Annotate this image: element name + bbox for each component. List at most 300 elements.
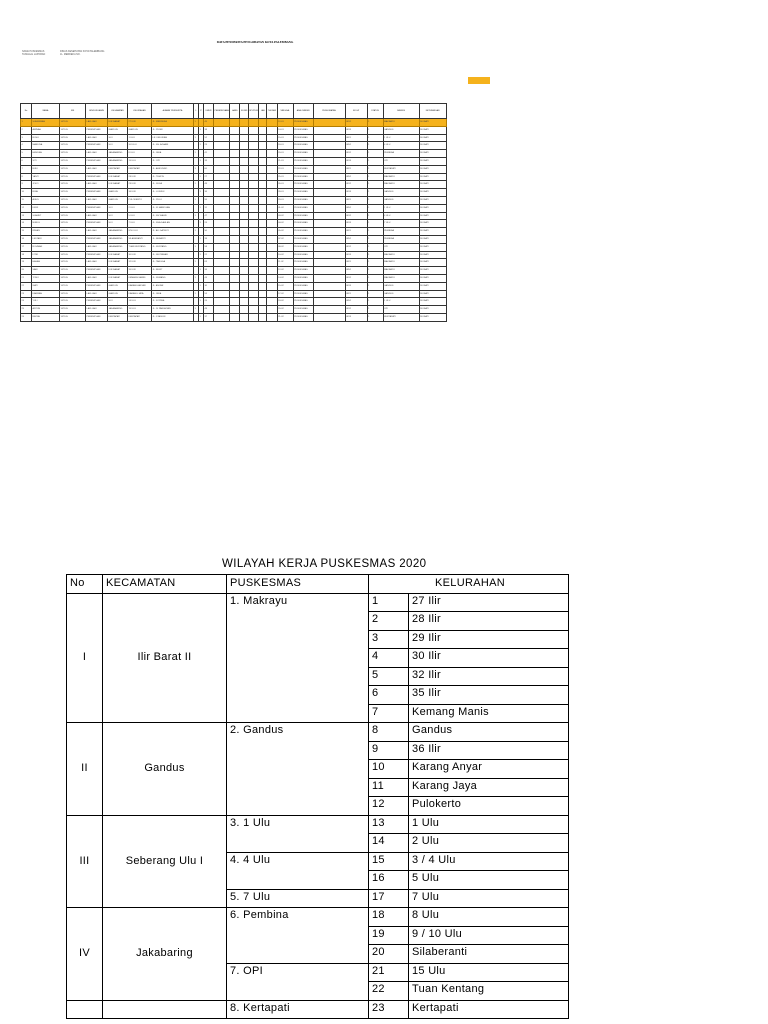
patient-cell	[230, 251, 240, 259]
patient-cell: 3	[21, 134, 32, 142]
patient-cell: 8 ULU	[128, 150, 152, 158]
patient-cell	[267, 189, 277, 197]
patient-cell	[230, 181, 240, 189]
patient-cell	[230, 196, 240, 204]
kelurahan-name: 1 Ulu	[409, 815, 569, 834]
patient-cell: 167105	[60, 126, 86, 134]
patient-cell	[230, 274, 240, 282]
patient-row[interactable]	[21, 212, 447, 220]
patient-cell: GANDUS	[108, 189, 128, 197]
patient-cell: LAKI-LAKI	[86, 212, 108, 220]
patient-cell: MARLINA	[32, 142, 60, 150]
patient-cell	[267, 196, 277, 204]
patient-cell: SU I	[108, 220, 128, 228]
patient-cell	[259, 119, 267, 127]
patient-cell	[240, 290, 248, 298]
patient-cell: RUSLI	[32, 134, 60, 142]
patient-cell	[214, 290, 230, 298]
patient-cell: 1	[194, 181, 199, 189]
patient-cell: 28 ILIR	[128, 173, 152, 181]
patient-cell	[248, 235, 258, 243]
patient-cell	[267, 298, 277, 306]
patient-cell: 1	[199, 267, 204, 275]
patient-row[interactable]	[21, 220, 447, 228]
patient-cell	[267, 173, 277, 181]
patient-cell: 1	[367, 290, 383, 298]
patient-cell: 7	[21, 165, 32, 173]
patient-cell: 167105	[60, 243, 86, 251]
patient-cell	[267, 228, 277, 236]
patient-cell: 1	[367, 142, 383, 150]
patient-cell	[259, 157, 267, 165]
patient-cell: 15-02	[277, 282, 293, 290]
patient-cell: 1	[367, 259, 383, 267]
patient-cell	[214, 142, 230, 150]
patient-cell	[230, 150, 240, 158]
patient-cell: 167105	[60, 181, 86, 189]
patient-cell: 0812	[345, 306, 367, 314]
meta-text: JL. MERDEKA NO.	[60, 53, 81, 56]
patient-cell	[230, 243, 240, 251]
patient-cell: GANDUS	[108, 126, 128, 134]
patient-cell	[240, 220, 248, 228]
patient-cell	[230, 212, 240, 220]
kelurahan-number: 18	[369, 908, 409, 927]
patient-cell: 26	[21, 313, 32, 321]
patient-row[interactable]	[21, 126, 447, 134]
patient-cell: 7 ULU	[128, 220, 152, 228]
patient-cell: JAKABARING	[108, 306, 128, 314]
patient-cell: ILIR BARAT	[108, 267, 128, 275]
patient-cell: 167105	[60, 313, 86, 321]
patient-cell	[230, 165, 240, 173]
patient-cell: YANTI	[32, 173, 60, 181]
patient-cell: 0812	[345, 181, 367, 189]
patient-table	[20, 103, 447, 322]
patient-cell	[248, 290, 258, 298]
kelurahan-number: 3	[369, 630, 409, 649]
patient-cell: KARANG JAYA	[128, 290, 152, 298]
group-number	[67, 1000, 103, 1019]
patient-cell: JL. BERANTI	[152, 235, 194, 243]
patient-cell: 1	[367, 228, 383, 236]
patient-cell	[248, 196, 258, 204]
patient-cell: ILIR BARAT	[108, 251, 128, 259]
patient-cell: 1	[199, 126, 204, 134]
patient-cell: 20	[21, 267, 32, 275]
patient-row[interactable]	[21, 298, 447, 306]
patient-cell: JL. ABIKUSNO	[152, 165, 194, 173]
patient-cell: PUSKESMAS	[293, 267, 313, 275]
patient-cell: 58	[204, 243, 214, 251]
patient-cell: 23	[21, 290, 32, 298]
patient-cell	[267, 274, 277, 282]
patient-row[interactable]	[21, 196, 447, 204]
patient-cell: LESTARI	[32, 235, 60, 243]
patient-cell: ILIR BARAT	[108, 274, 128, 282]
patient-cell	[214, 235, 230, 243]
patient-cell: 0813	[345, 157, 367, 165]
patient-cell	[313, 282, 345, 290]
patient-cell: JL. OPI	[152, 157, 194, 165]
patient-cell	[313, 306, 345, 314]
kelurahan-name: Kertapati	[409, 1000, 569, 1019]
patient-cell: 14-01	[277, 126, 293, 134]
patient-cell: 10-02	[277, 251, 293, 259]
patient-cell: PUSKESMAS	[293, 157, 313, 165]
patient-cell: 7 ULU	[383, 220, 419, 228]
patient-row[interactable]	[21, 274, 447, 282]
patient-cell	[313, 157, 345, 165]
patient-cell	[267, 134, 277, 142]
patient-cell: JL. BUKIT	[152, 267, 194, 275]
patient-cell: 01-02	[277, 204, 293, 212]
patient-cell: 167105	[60, 173, 86, 181]
patient-cell: JL. KEMANG	[152, 274, 194, 282]
patient-cell	[214, 267, 230, 275]
kelurahan-name: 29 Ilir	[409, 630, 569, 649]
patient-cell	[240, 181, 248, 189]
column-header: PENGOBATAN	[313, 104, 345, 119]
patient-cell: JL. PUSRI	[152, 126, 194, 134]
patient-row[interactable]	[21, 259, 447, 267]
patient-row[interactable]	[21, 290, 447, 298]
patient-row[interactable]	[21, 119, 447, 127]
patient-cell: 22-01	[277, 165, 293, 173]
patient-cell: 1	[367, 274, 383, 282]
patient-cell: PUSKESMAS	[293, 228, 313, 236]
patient-cell: ILIR BARAT	[108, 259, 128, 267]
patient-row[interactable]	[21, 173, 447, 181]
patient-cell: LAKI-LAKI	[86, 259, 108, 267]
patient-row[interactable]	[21, 157, 447, 165]
patient-cell: 0813	[345, 220, 367, 228]
patient-cell: PEREMPUAN	[86, 189, 108, 197]
column-header: ASAL PASIEN	[293, 104, 313, 119]
meta-text: DINAS KESEHATAN KOTA PALEMBANG	[60, 50, 105, 53]
patient-cell: JL. DI PANJAITAN	[152, 306, 194, 314]
patient-cell	[248, 243, 258, 251]
patient-cell	[240, 142, 248, 150]
patient-row[interactable]	[21, 282, 447, 290]
wilayah-table	[66, 574, 569, 1019]
patient-cell: PEREMPUAN	[86, 282, 108, 290]
patient-cell: JL. MERDEKA	[152, 119, 194, 127]
patient-cell	[267, 243, 277, 251]
kelurahan-number: 15	[369, 852, 409, 871]
patient-row[interactable]	[21, 251, 447, 259]
wilayah-row	[67, 908, 569, 927]
patient-cell	[313, 204, 345, 212]
kelurahan-number: 10	[369, 760, 409, 779]
patient-row[interactable]	[21, 165, 447, 173]
column-header: P	[199, 104, 204, 119]
patient-cell: 21-01	[277, 157, 293, 165]
patient-cell: GANDUS	[128, 126, 152, 134]
patient-cell: PUSKESMAS	[293, 259, 313, 267]
patient-cell: JAKABARING	[108, 235, 128, 243]
patient-cell	[230, 259, 240, 267]
patient-cell: 1	[194, 274, 199, 282]
patient-cell	[313, 126, 345, 134]
kelurahan-number: 20	[369, 945, 409, 964]
patient-cell: 1	[194, 165, 199, 173]
patient-cell: 1	[367, 313, 383, 321]
patient-cell: GANDUS	[383, 126, 419, 134]
kelurahan-name: 32 Ilir	[409, 667, 569, 686]
patient-row[interactable]	[21, 142, 447, 150]
patient-cell: PEREMPUAN	[86, 235, 108, 243]
patient-cell: 63	[204, 259, 214, 267]
patient-cell: DIOBATI	[419, 157, 446, 165]
patient-cell	[259, 204, 267, 212]
patient-cell: 1	[199, 298, 204, 306]
patient-row[interactable]	[21, 228, 447, 236]
patient-cell: 1 ULU	[383, 298, 419, 306]
patient-cell: JL. SUKA	[152, 181, 194, 189]
patient-cell: 2 ULU	[128, 204, 152, 212]
kelurahan-number: 9	[369, 741, 409, 760]
patient-cell: LAKI-LAKI	[86, 119, 108, 127]
patient-cell: DIOBATI	[419, 165, 446, 173]
patient-row[interactable]	[21, 235, 447, 243]
patient-cell: DIOBATI	[419, 313, 446, 321]
patient-cell: 16	[21, 235, 32, 243]
patient-row[interactable]	[21, 313, 447, 321]
kelurahan-number: 17	[369, 889, 409, 908]
patient-cell: 0852	[345, 267, 367, 275]
patient-cell: SU I	[108, 142, 128, 150]
patient-cell	[214, 196, 230, 204]
patient-cell: 1	[194, 243, 199, 251]
patient-cell	[313, 259, 345, 267]
patient-cell: PUSKESMAS	[293, 142, 313, 150]
patient-row[interactable]	[21, 134, 447, 142]
patient-row[interactable]	[21, 267, 447, 275]
patient-cell: DIOBATI	[419, 220, 446, 228]
patient-row[interactable]	[21, 189, 447, 197]
patient-cell: 0821	[345, 228, 367, 236]
patient-cell	[230, 204, 240, 212]
patient-cell	[313, 274, 345, 282]
patient-cell	[240, 134, 248, 142]
patient-cell: AGUS	[32, 196, 60, 204]
patient-row[interactable]	[21, 306, 447, 314]
patient-cell: PEREMPUAN	[86, 173, 108, 181]
column-header: KECAMATAN	[108, 104, 128, 119]
patient-cell: SLAMET	[32, 212, 60, 220]
kelurahan-name: 15 Ulu	[409, 963, 569, 982]
patient-cell: HENDRA	[32, 150, 60, 158]
patient-cell: DIOBATI	[419, 282, 446, 290]
kelurahan-number: 11	[369, 778, 409, 797]
patient-cell: GANDUS	[108, 290, 128, 298]
patient-cell: 1	[199, 173, 204, 181]
patient-cell: KEMANG MANIS	[128, 274, 152, 282]
patient-cell: PUSKESMAS	[293, 189, 313, 197]
patient-cell: PEMBINA	[383, 150, 419, 158]
patient-cell	[240, 196, 248, 204]
patient-cell: 0813	[345, 189, 367, 197]
patient-cell	[313, 119, 345, 127]
patient-cell	[259, 298, 267, 306]
patient-cell: 167105	[60, 220, 86, 228]
wilayah-header-row	[67, 575, 569, 594]
patient-cell	[259, 173, 267, 181]
patient-cell	[259, 306, 267, 314]
patient-cell: JL. KH WAHID	[152, 212, 194, 220]
meta-text: TANGGAL LAPORAN	[22, 53, 46, 56]
patient-cell	[240, 235, 248, 243]
patient-cell: LAKI-LAKI	[86, 228, 108, 236]
patient-cell: 15 ULU	[128, 157, 152, 165]
patient-cell: 167105	[60, 259, 86, 267]
patient-cell: 167105	[60, 267, 86, 275]
patient-cell: GANDUS	[108, 282, 128, 290]
patient-row[interactable]	[21, 150, 447, 158]
patient-cell	[267, 126, 277, 134]
wilayah-row	[67, 723, 569, 742]
kelurahan-number: 13	[369, 815, 409, 834]
patient-cell	[313, 243, 345, 251]
patient-cell	[259, 150, 267, 158]
patient-cell: 08-02	[277, 243, 293, 251]
column-header: LAB	[259, 104, 267, 119]
patient-cell	[313, 134, 345, 142]
patient-cell: 0852	[345, 298, 367, 306]
wilayah-row	[67, 593, 569, 612]
patient-cell: 41	[204, 150, 214, 158]
patient-cell: 20-02	[277, 306, 293, 314]
patient-cell	[240, 251, 248, 259]
patient-cell	[267, 259, 277, 267]
patient-cell: KERTAPATI	[128, 313, 152, 321]
patient-cell: TUAN KENTANG	[128, 243, 152, 251]
patient-cell: GANDUS	[383, 189, 419, 197]
patient-cell: 38	[204, 126, 214, 134]
patient-cell	[259, 196, 267, 204]
patient-cell: 1 ULU	[128, 134, 152, 142]
patient-cell: 1	[194, 290, 199, 298]
patient-cell: PUSKESMAS	[293, 251, 313, 259]
patient-cell: PUSKESMAS	[293, 220, 313, 228]
patient-cell: GANDUS	[383, 282, 419, 290]
patient-cell	[248, 259, 258, 267]
patient-cell	[267, 267, 277, 275]
patient-cell	[248, 212, 258, 220]
kecamatan-name: Seberang Ulu I	[103, 815, 227, 908]
patient-cell: 24	[21, 298, 32, 306]
patient-cell	[240, 267, 248, 275]
patient-cell	[259, 267, 267, 275]
kelurahan-name: Karang Anyar	[409, 760, 569, 779]
kelurahan-name: 7 Ulu	[409, 889, 569, 908]
patient-cell	[240, 212, 248, 220]
patient-row[interactable]	[21, 181, 447, 189]
patient-row[interactable]	[21, 243, 447, 251]
puskesmas-name: 2. Gandus	[227, 723, 369, 816]
column-header: THORAX	[267, 104, 277, 119]
patient-cell: JL. KENTANG	[152, 243, 194, 251]
patient-cell	[248, 126, 258, 134]
kelurahan-number: 19	[369, 926, 409, 945]
patient-cell: 5	[21, 150, 32, 158]
patient-cell: 1	[367, 126, 383, 134]
column-header: NAMA	[32, 104, 60, 119]
patient-cell	[248, 119, 258, 127]
patient-cell	[259, 181, 267, 189]
patient-cell: 03-02	[277, 212, 293, 220]
patient-cell	[259, 134, 267, 142]
kelurahan-number: 22	[369, 982, 409, 1001]
patient-cell: MAKRAYU	[383, 251, 419, 259]
patient-cell	[214, 126, 230, 134]
patient-cell: KERTAPATI	[383, 313, 419, 321]
patient-cell	[267, 150, 277, 158]
patient-cell	[267, 212, 277, 220]
patient-cell: BUDI	[32, 165, 60, 173]
patient-cell: 18	[21, 251, 32, 259]
patient-cell: 29 ILIR	[128, 181, 152, 189]
column-header: PEMERIKSAAN	[214, 104, 230, 119]
patient-cell: 0852	[345, 204, 367, 212]
patient-cell	[313, 142, 345, 150]
kelurahan-name: Silaberanti	[409, 945, 569, 964]
patient-cell: 0812	[345, 274, 367, 282]
patient-cell: PEMBINA	[383, 235, 419, 243]
patient-cell: OPI	[383, 243, 419, 251]
patient-cell	[230, 189, 240, 197]
column-header: TANGGAL	[277, 104, 293, 119]
patient-cell: 21	[21, 274, 32, 282]
puskesmas-name: 6. Pembina	[227, 908, 369, 964]
patient-row[interactable]	[21, 204, 447, 212]
patient-cell: 167105	[60, 157, 86, 165]
patient-cell: 1	[367, 134, 383, 142]
patient-cell: 0813	[345, 282, 367, 290]
patient-cell	[214, 134, 230, 142]
patient-cell: 1	[367, 220, 383, 228]
patient-cell: JAKABARING	[108, 150, 128, 158]
patient-cell: 5 ULU	[128, 212, 152, 220]
patient-cell: 1	[367, 157, 383, 165]
patient-cell	[259, 274, 267, 282]
patient-cell: PUSKESMAS	[293, 212, 313, 220]
patient-cell: KARANG ANYAR	[128, 282, 152, 290]
puskesmas-name: 3. 1 Ulu	[227, 815, 369, 852]
patient-cell: PUSKESMAS	[293, 119, 313, 127]
kelurahan-name: 3 / 4 Ulu	[409, 852, 569, 871]
patient-cell	[313, 181, 345, 189]
patient-cell: PEREMPUAN	[86, 126, 108, 134]
patient-cell: ILIR BARAT	[108, 119, 128, 127]
patient-cell	[214, 274, 230, 282]
patient-cell: JOKO	[32, 181, 60, 189]
patient-cell	[230, 267, 240, 275]
patient-cell	[240, 228, 248, 236]
patient-cell: 1	[194, 134, 199, 142]
patient-cell: 1	[199, 142, 204, 150]
report-title: DATA PENDERITA PENGOBATAN KOTA PALEMBANG	[216, 40, 294, 44]
patient-cell: 1	[367, 196, 383, 204]
patient-cell: 8	[21, 173, 32, 181]
patient-cell	[230, 157, 240, 165]
patient-cell: ROHMAN	[32, 243, 60, 251]
patient-cell	[259, 313, 267, 321]
kecamatan-name: Gandus	[103, 723, 227, 816]
patient-cell	[267, 306, 277, 314]
patient-cell: 26	[204, 298, 214, 306]
